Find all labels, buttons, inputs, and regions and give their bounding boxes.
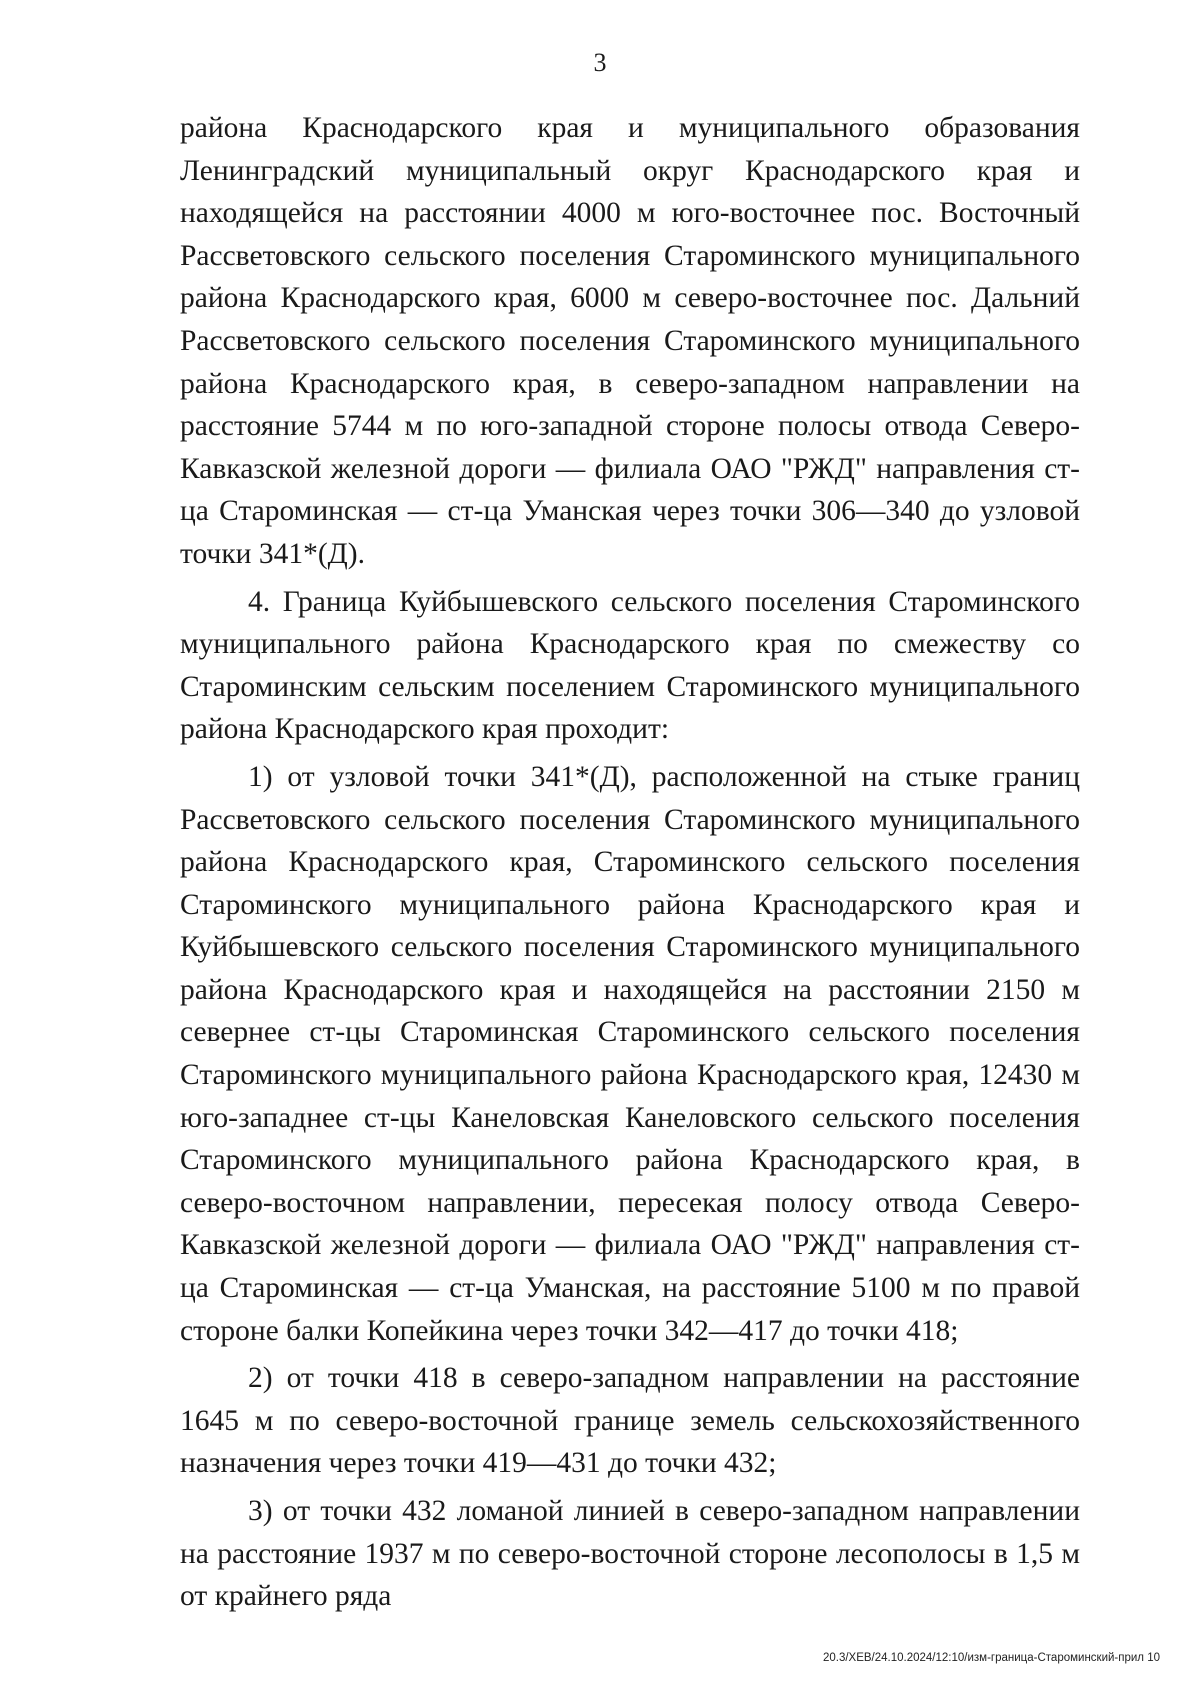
paragraph-item-3: 3) от точки 432 ломаной линией в северо-западном направлении на расстояние 1937 м по северо-восточной стороне лесополосы в 1,5 м от крайнего ряда — [180, 1495, 1080, 1613]
footer-document-code: 20.3/ХЕВ/24.10.2024/12:10/изм-граница-Староминский-прил 10 — [822, 1652, 1160, 1664]
paragraph-continuation: района Краснодарского края и муниципального образования Ленинградский муниципальный округ Краснодарского края и находящейся на расстоянии 4000 м юго-восточнее пос. Восточный Рассветовского сельского поселения Староминского муниципального района Краснодарского края, 6000 м северо-восточнее пос. Дальний Рассветовского сельского поселения Староминского муниципального района Краснодарского края, в северо-западном направлении на расстояние 5744 м по юго-западной стороне полосы отвода Северо-Кавказской железной дороги — филиала ОАО "РЖД" направления ст-ца Староминская — ст-ца Уманская через точки 306—340 до узловой точки 341*(Д). — [180, 112, 1080, 570]
paragraph-section-4: 4. Граница Куйбышевского сельского поселения Староминского муниципального района Краснодарского края по смежеству со Староминским сельским поселением Староминского муниципального района Краснодарского края проходит: — [180, 585, 1080, 746]
document-body — [180, 107, 1080, 1623]
paragraph-item-2: 2) от точки 418 в северо-западном направлении на расстояние 1645 м по северо-восточной границе земель сельскохозяйственного назначения через точки 419—431 до точки 432; — [180, 1362, 1080, 1480]
page-number: 3 — [593, 48, 607, 77]
paragraph-item-1: 1) от узловой точки 341*(Д), расположенной на стыке границ Рассветовского сельского поселения Староминского муниципального района Краснодарского края, Староминского сельского поселения Староминского муниципального района Краснодарского края и Куйбышевского сельского поселения Староминского муниципального района Краснодарского края и находящейся на расстоянии 2150 м севернее ст-цы Староминская Староминского сельского поселения Староминского муниципального района Краснодарского края, 12430 м юго-западнее ст-цы Канеловская Канеловского сельского поселения Староминского муниципального района Краснодарского края, в северо-восточном направлении, пересекая полосу отвода Северо-Кавказской железной дороги — филиала ОАО "РЖД" направления ст-ца Староминская — ст-ца Уманская, на расстояние 5100 м по правой стороне балки Копейкина через точки 342—417 до точки 418; — [180, 760, 1080, 1347]
